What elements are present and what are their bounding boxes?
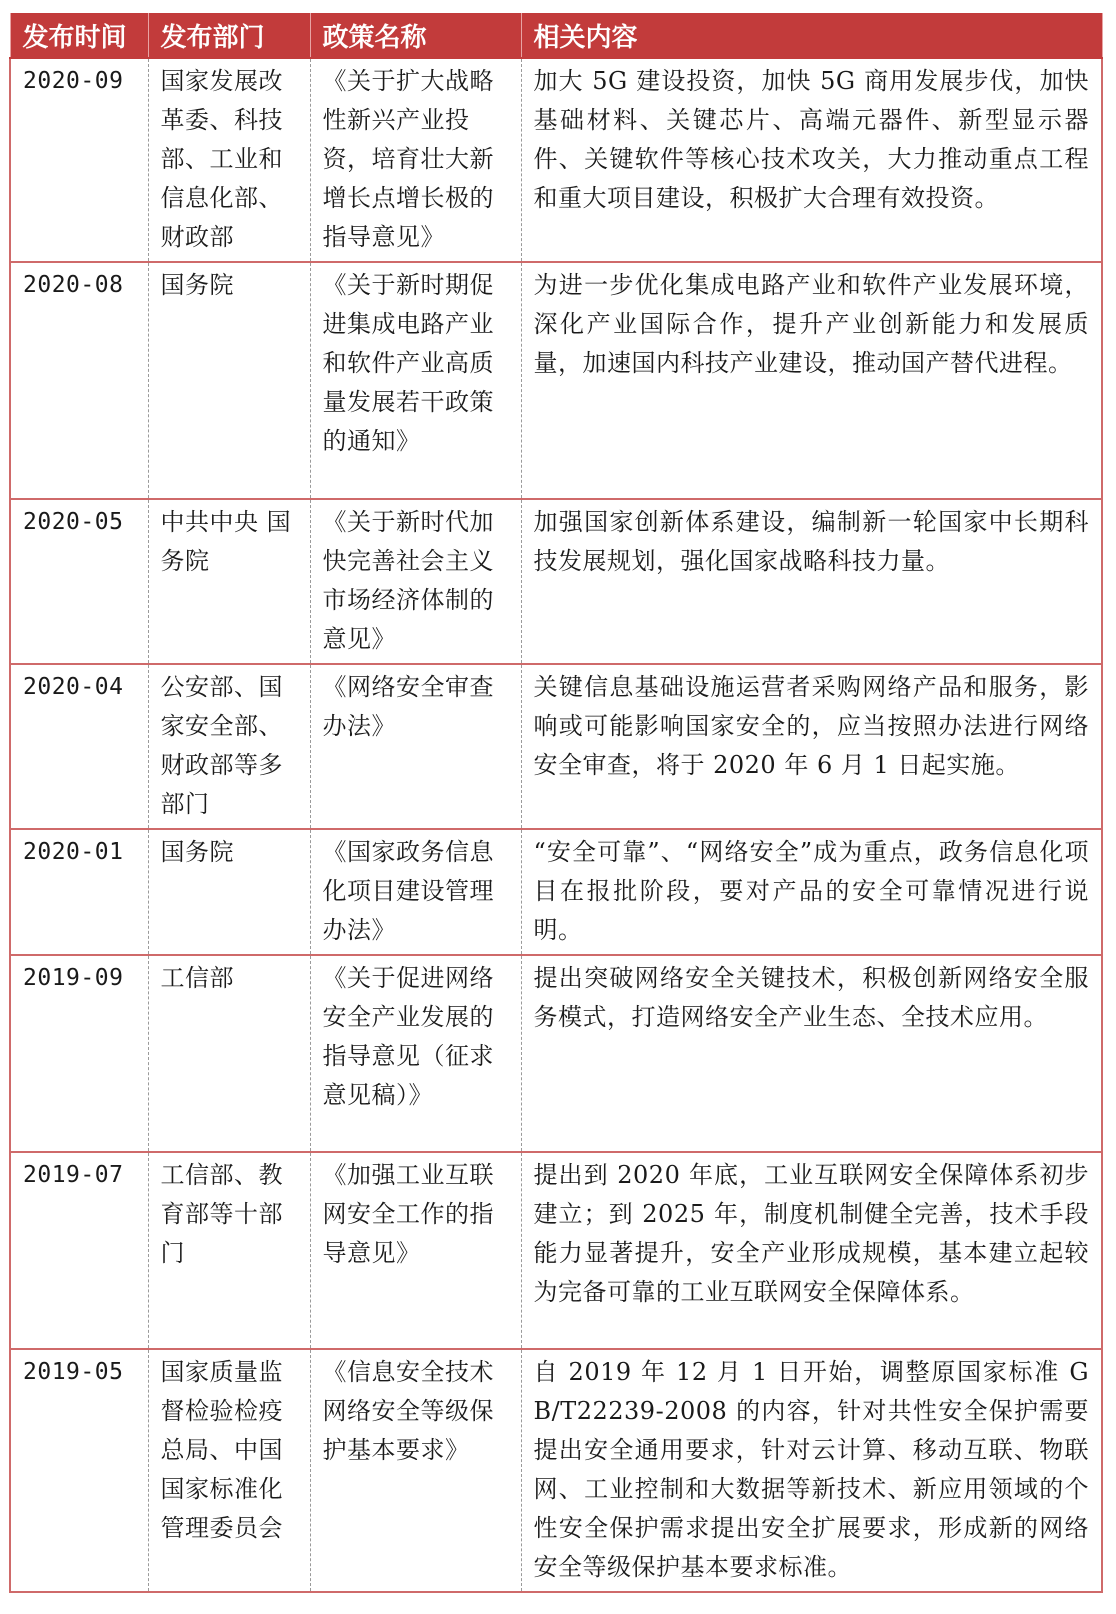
table-row: [10, 58, 1102, 262]
table-row: [10, 955, 1102, 1152]
cell-content: 关键信息基础设施运营者采购网络产品和服务，影响或可能影响国家安全的，应当按照办法进行网络安全审查，将于 2020 年 6 月 1 日起实施。: [521, 664, 1102, 829]
cell-content: “安全可靠”、“网络安全”成为重点，政务信息化项目在报批阶段，要对产品的安全可靠情况进行说明。: [521, 829, 1102, 955]
cell-department: 国家质量监督检验检疫总局、中国国家标准化管理委员会: [148, 1349, 310, 1592]
policy-table: [9, 13, 1103, 1593]
table-body: [10, 58, 1102, 1592]
cell-date: 2020-05: [10, 499, 148, 664]
cell-date: 2020-04: [10, 664, 148, 829]
cell-department: 公安部、国家安全部、财政部等多部门: [148, 664, 310, 829]
table-row: [10, 499, 1102, 664]
cell-date: 2019-05: [10, 1349, 148, 1592]
cell-date: 2020-08: [10, 262, 148, 499]
cell-department: 中共中央 国务院: [148, 499, 310, 664]
cell-content: 加大 5G 建设投资，加快 5G 商用发展步伐，加快基础材料、关键芯片、高端元器件、新型显示器件、关键软件等核心技术攻关，大力推动重点工程和重大项目建设，积极扩大合理有效投资。: [521, 58, 1102, 262]
cell-department: 工信部: [148, 955, 310, 1152]
table-header: [10, 13, 1102, 58]
column-header-date: 发布时间: [10, 13, 148, 58]
cell-policy-name: 《加强工业互联网安全工作的指导意见》: [310, 1152, 521, 1349]
policy-table-container: [9, 13, 1101, 1593]
table-row: [10, 262, 1102, 499]
table-header-row: [10, 13, 1102, 58]
cell-policy-name: 《关于扩大战略性新兴产业投资，培育壮大新增长点增长极的指导意见》: [310, 58, 521, 262]
cell-policy-name: 《网络安全审查办法》: [310, 664, 521, 829]
cell-policy-name: 《关于促进网络安全产业发展的指导意见（征求意见稿）》: [310, 955, 521, 1152]
cell-content: 自 2019 年 12 月 1 日开始，调整原国家标准 GB/T22239-2008 的内容，针对共性安全保护需要提出安全通用要求，针对云计算、移动互联、物联网、工业控制和大数据等新技术、新应用领域的个性安全保护需求提出安全扩展要求，形成新的网络安全等级保护基本要求标准。: [521, 1349, 1102, 1592]
cell-policy-name: 《国家政务信息化项目建设管理办法》: [310, 829, 521, 955]
cell-date: 2020-09: [10, 58, 148, 262]
cell-content: 提出突破网络安全关键技术，积极创新网络安全服务模式，打造网络安全产业生态、全技术应用。: [521, 955, 1102, 1152]
table-row: [10, 1349, 1102, 1592]
cell-policy-name: 《关于新时期促进集成电路产业和软件产业高质量发展若干政策的通知》: [310, 262, 521, 499]
column-header-department: 发布部门: [148, 13, 310, 58]
column-header-content: 相关内容: [521, 13, 1102, 58]
cell-department: 国务院: [148, 262, 310, 499]
table-row: [10, 829, 1102, 955]
cell-policy-name: 《信息安全技术网络安全等级保护基本要求》: [310, 1349, 521, 1592]
column-header-policy-name: 政策名称: [310, 13, 521, 58]
cell-date: 2020-01: [10, 829, 148, 955]
table-row: [10, 664, 1102, 829]
cell-content: 提出到 2020 年底，工业互联网安全保障体系初步建立；到 2025 年，制度机制健全完善，技术手段能力显著提升，安全产业形成规模，基本建立起较为完备可靠的工业互联网安全保障体系。: [521, 1152, 1102, 1349]
cell-policy-name: 《关于新时代加快完善社会主义市场经济体制的意见》: [310, 499, 521, 664]
cell-date: 2019-09: [10, 955, 148, 1152]
cell-department: 工信部、教育部等十部门: [148, 1152, 310, 1349]
table-row: [10, 1152, 1102, 1349]
cell-department: 国务院: [148, 829, 310, 955]
cell-department: 国家发展改革委、科技部、工业和信息化部、财政部: [148, 58, 310, 262]
cell-date: 2019-07: [10, 1152, 148, 1349]
cell-content: 为进一步优化集成电路产业和软件产业发展环境，深化产业国际合作，提升产业创新能力和发展质量，加速国内科技产业建设，推动国产替代进程。: [521, 262, 1102, 499]
cell-content: 加强国家创新体系建设，编制新一轮国家中长期科技发展规划，强化国家战略科技力量。: [521, 499, 1102, 664]
